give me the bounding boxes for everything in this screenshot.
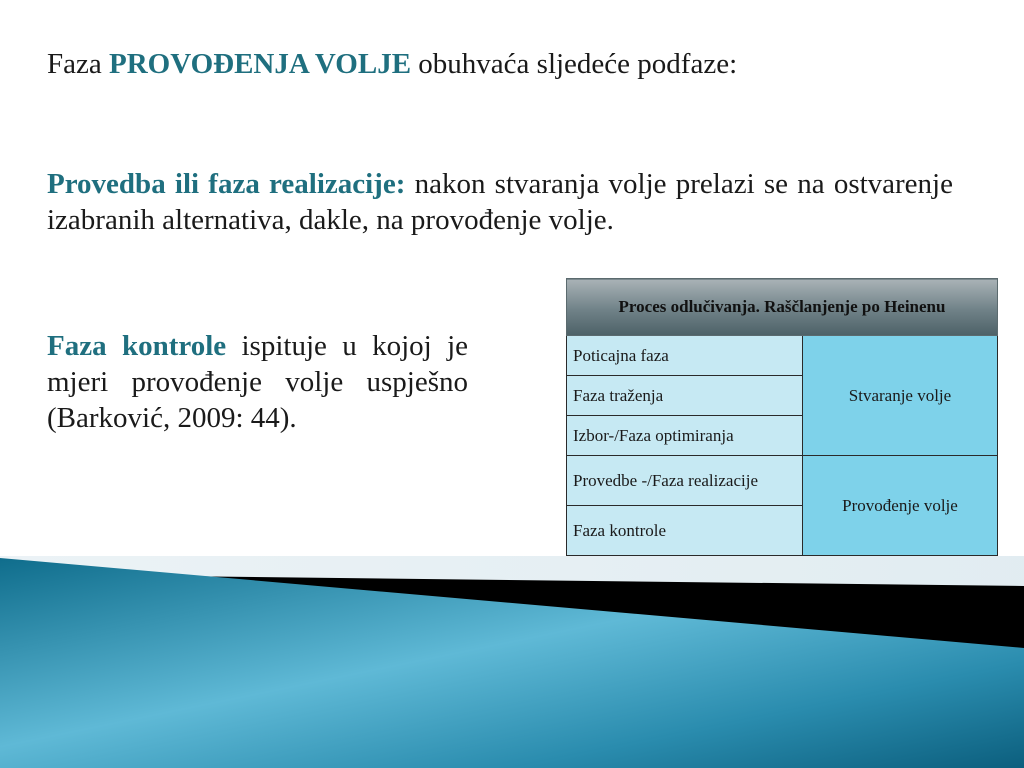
paragraph-control-lead: Faza kontrole <box>47 330 227 362</box>
table-row <box>567 336 998 376</box>
table-cell-group: Provođenje volje <box>803 456 998 556</box>
table-cell-phase: Provedbe -/Faza realizacije <box>567 456 803 506</box>
table-header-row <box>567 279 998 336</box>
paragraph-realization-text: nakon stvaranja volje prelazi se na ostvarenje izabranih alternativa, dakle, na provođenje volje. <box>47 168 953 236</box>
table-header: Proces odlučivanja. Raščlanjenje po Heinenu <box>567 279 998 336</box>
table-cell-phase: Poticajna faza <box>567 336 803 376</box>
intro-highlight: PROVOĐENJA VOLJE <box>109 48 412 80</box>
intro-line <box>47 46 737 82</box>
table-cell-phase: Faza kontrole <box>567 506 803 556</box>
paragraph-control <box>47 328 468 436</box>
intro-suffix: obuhvaća sljedeće podfaze: <box>411 48 738 80</box>
intro-prefix: Faza <box>47 48 109 80</box>
table-cell-group: Stvaranje volje <box>803 336 998 456</box>
paragraph-realization <box>47 166 953 238</box>
paragraph-control-text: ispituje u kojoj je mjeri provođenje volje uspješno (Barković, 2009: 44). <box>47 330 468 434</box>
table-row <box>567 456 998 506</box>
table-cell-phase: Faza traženja <box>567 376 803 416</box>
paragraph-realization-lead: Provedba ili faza realizacije: <box>47 168 406 200</box>
heinen-process-table <box>566 278 998 556</box>
table-cell-phase: Izbor-/Faza optimiranja <box>567 416 803 456</box>
